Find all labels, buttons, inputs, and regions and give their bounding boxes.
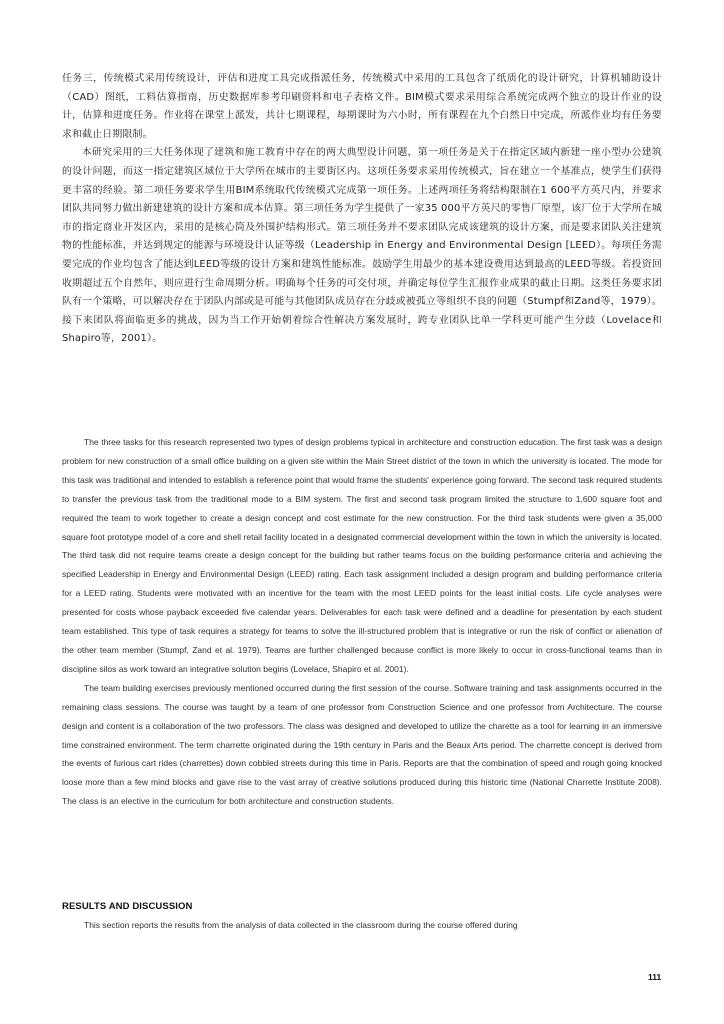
- english-text-block: [62, 433, 662, 811]
- results-heading: RESULTS AND DISCUSSION: [62, 901, 193, 912]
- english-paragraph-1: The three tasks for this research represented two types of design problems typical in architecture and construction education. The first task was a design problem for new construction of a small office building on a given site within the Main Street district of the town in which the university is located. The mode for this task was traditional and intended to establish a reference point that would frame the students' experience going forward. The second task required students to transfer the previous task from the traditional mode to a BIM system. The first and second task program limited the structure to 1,600 square foot and required the team to work together to create a design concept and cost estimate for the new construction. For the third task students were given a 35,000 square foot prototype model of a core and shell retail facility located in a designated commercial development within the town in which the university is located. The third task did not require teams create a design concept for the building but rather teams focus on the building performance criteria and achieving the specified Leadership in Energy and Environmental Design (LEED) rating. Each task assignment included a design program and building performance criteria for a LEED rating. Students were motivated with an incentive for the team with the most LEED points for the least initial costs. Life cycle analyses were presented for costs whose payback exceeded five calendar years. Deliverables for each task were defined and a deadline for presentation by each student team established. This type of task requires a strategy for teams to solve the ill-structured problem that is integrative or run the risk of conflict or alienation of the other team member (Stumpf, Zand et al. 1979). Teams are further challenged because conflict is more likely to occur in cross-functional teams than in discipline silos as work toward an integrative solution begins (Lovelace, Shapiro et al. 2001).: [62, 437, 662, 674]
- chinese-text-block: [62, 70, 662, 349]
- english-paragraph-2: The team building exercises previously mentioned occurred during the first session of the course. Software training and task assignments occurred in the remaining class sessions. The course was taught by a team of one professor from Construction Science and one professor from Architecture. The course design and content is a collaboration of the two professors. The class was designed and developed to utilize the charette as a tool for learning in an immersive time constrained environment. The term charrette originated during the 19th century in Paris and the Beaux Arts period. The charrette concept is derived from the events of furious cart rides (charrettes) down cobbled streets during this time in Paris. Reports are that the combination of speed and rough going knocked loose more than a few mind blocks and gave rise to the vast array of creative solutions produced during this historic time (National Charrette Institute 2008). The class is an elective in the curriculum for both architecture and construction students.: [62, 682, 662, 807]
- chinese-paragraph-2: 本研究采用的三大任务体现了建筑和施工教育中存在的两大典型设计问题，第一项任务是关于在指定区域内新建一座小型办公建筑的设计问题，而这一指定建筑区域位于大学所在城市的主要街区内。这项任务要求采用传统模式，旨在建立一个基准点，使学生们获得更丰富的经验。第二项任务要求学生用BIM系统取代传统模式完成第一项任务。上述两项任务将结构限制在1 600平方英尺内，并要求团队共同努力做出新建建筑的设计方案和成本估算。第三项任务为学生提供了一家35 000平方英尺的零售厂原型，该厂位于大学所在城市的指定商业开发区内，采用的是核心筒及外围护结构形式。第三项任务并不要求团队完成该建筑的设计方案，而是要求团队关注建筑物的性能标准，并达到规定的能源与环境设计认证等级（Leadership in Energy and Environmental Design [LEED）。每项任务需要完成的作业均包含了能达到LEED等级的设计方案和建筑性能标准。鼓励学生用最少的基本建设费用达到最高的LEED等级。若投资回收期超过五个自然年，则应进行生命周期分析。明确每个任务的可交付项，并确定每位学生汇报作业成果的截止日期。这类任务要求团队有一个策略，可以解决存在于团队内部或是可能与其他团队成员存在分歧或被孤立等组织不良的问题（Stumpf和Zand等，1979）。接下来团队将面临更多的挑战，因为当工作开始朝着综合性解决方案发展时，跨专业团队比单一学科更可能产生分歧（Lovelace和Shapiro等，2001）。: [62, 147, 662, 345]
- results-paragraph: This section reports the results from the analysis of data collected in the classroom during the course offered during: [84, 920, 518, 930]
- chinese-paragraph-1: 任务三，传统模式采用传统设计，评估和进度工具完成指派任务，传统模式中采用的工具包含了纸质化的设计研究，计算机辅助设计（CAD）图纸，工料估算指南，历史数据库参考印刷资料和电子表格文件。BIM模式要求采用综合系统完成两个独立的设计作业的设计，估算和进度任务。作业将在课堂上派发，共计七期课程，每期课时为六小时，所有课程在九个白然日中完成，所派作业均有任务要求和截止日期限制。: [62, 73, 662, 140]
- page-number: 111: [648, 972, 662, 982]
